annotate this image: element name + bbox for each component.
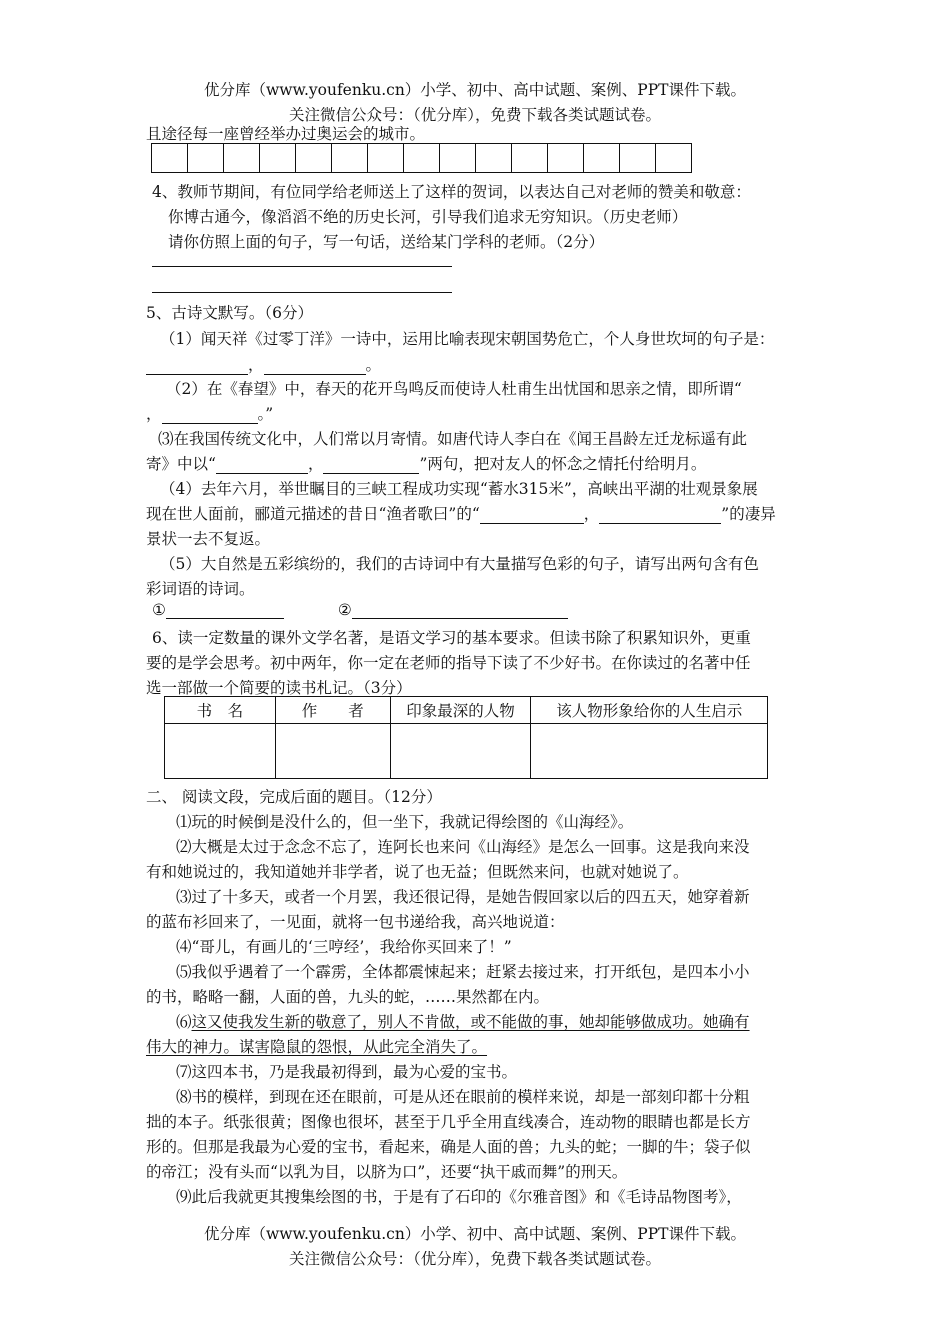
q5-part2-answer: ， 。” — [146, 405, 274, 423]
para-8-line-1: ⑻书的模样，到现在还在眼前，可是从还在眼前的模样来说，却是一部刻印都十分粗 — [176, 1088, 750, 1106]
q5-part1-answer: ， 。 — [146, 353, 381, 375]
table-header-book-title: 书 名 — [165, 697, 276, 724]
q5-part1: （1）闻天祥《过零丁洋》一诗中，运用比喻表现宋朝国势危亡，个人身世坎坷的句子是： — [160, 330, 775, 348]
q5-part5-blank-2[interactable] — [352, 602, 568, 619]
table-cell-author[interactable] — [275, 724, 390, 779]
q3-answer-grid[interactable] — [152, 143, 692, 173]
para-6-line-1: ⑹这又使我发生新的敬意了，别人不肯做，或不能做的事，她却能够做成功。她确有 — [176, 1013, 750, 1031]
para-3-line-2: 的蓝布衫回来了，一见面，就将一包书递给我，高兴地说道： — [146, 913, 565, 931]
grid-cell[interactable] — [511, 143, 548, 173]
grid-cell[interactable] — [331, 143, 368, 173]
para-1: ⑴玩的时候倒是没什么的，但一坐下，我就记得绘图的《山海经》。 — [176, 813, 634, 831]
q6-line-2: 要的是学会思考。初中两年，你一定在老师的指导下读了不少好书。在你读过的名著中任 — [146, 654, 751, 672]
q5-title: 5、古诗文默写。（6分） — [146, 304, 313, 322]
grid-cell[interactable] — [295, 143, 332, 173]
para-8-line-4: 的帝江；没有头而“以乳为目，以脐为口”，还要“执干戚而舞”的刑天。 — [146, 1163, 628, 1181]
q4-prompt: 请你仿照上面的句子，写一句话，送给某门学科的老师。（2分） — [168, 233, 605, 251]
para-4: ⑷“哥儿，有画儿的‘三哼经’，我给你买回来了！” — [176, 938, 512, 956]
grid-cell[interactable] — [223, 143, 260, 173]
footer-line-1: 优分库（www.youfenku.cn）小学、初中、高中试题、案例、PPT课件下载。 — [203, 1225, 747, 1243]
footer-line-2: 关注微信公众号：（优分库），免费下载各类试题试卷。 — [288, 1250, 661, 1268]
q5-part2: （2）在《春望》中，春天的花开鸟鸣反而使诗人杜甫生出忧国和思亲之情，即所谓“ — [166, 380, 742, 398]
table-row — [165, 724, 768, 779]
para-5-line-2: 的书，略略一翻，人面的兽，九头的蛇，……果然都在内。 — [146, 988, 550, 1006]
table-header-character: 印象最深的人物 — [390, 697, 531, 724]
grid-cell[interactable] — [475, 143, 512, 173]
q5-part5-line-2: 彩词语的诗词。 — [146, 580, 255, 598]
part2-title: 二、 阅读文段，完成后面的题目。（12分） — [146, 788, 442, 806]
q5-part2-blank[interactable] — [162, 407, 258, 424]
grid-cell[interactable] — [439, 143, 476, 173]
grid-cell[interactable] — [619, 143, 656, 173]
para-6-underlined-2: 伟大的神力。谋害隐鼠的怨恨，从此完全消失了。 — [146, 1038, 488, 1056]
q4-example: 你博古通今，像滔滔不绝的历史长河，引导我们追求无穷知识。（历史老师） — [168, 208, 688, 226]
header-line-1: 优分库（www.youfenku.cn）小学、初中、高中试题、案例、PPT课件下载。 — [203, 81, 747, 99]
grid-cell[interactable] — [187, 143, 224, 173]
table-header-inspiration: 该人物形象给你的人生启示 — [531, 697, 768, 724]
q5-part3-blank-2[interactable] — [323, 457, 419, 474]
table-cell-character[interactable] — [390, 724, 531, 779]
para-6-line-2 — [146, 1035, 487, 1057]
q5-part4-line-3: 景状一去不复返。 — [146, 530, 271, 548]
q5-part3-blank-1[interactable] — [216, 457, 308, 474]
q5-part5-answer: ① ② — [152, 601, 568, 619]
para-2-line-2: 有和她说过的，我知道她并非学者，说了也无益；但既然来问，也就对她说了。 — [146, 863, 689, 881]
para-9: ⑼此后我就更其搜集绘图的书，于是有了石印的《尔雅音图》和《毛诗品物图考》， — [176, 1188, 742, 1206]
q6-line-3: 选一部做一个简要的读书札记。（3分） — [146, 679, 412, 697]
grid-cell[interactable] — [547, 143, 584, 173]
table-header-author: 作 者 — [275, 697, 390, 724]
q4-title: 4、教师节期间，有位同学给老师送上了这样的贺词，以表达自己对老师的赞美和敬意： — [152, 183, 751, 201]
reading-notes-table — [164, 696, 768, 779]
para-8-line-2: 拙的本子。纸张很黄；图像也很坏，甚至于几乎全用直线凑合，连动物的眼睛也都是长方 — [146, 1113, 751, 1131]
q5-part4-blank-2[interactable] — [599, 507, 721, 524]
para-8-line-3: 形的。但那是我最为心爱的宝书，看起来，确是人面的兽；九头的蛇；一脚的牛；袋子似 — [146, 1138, 751, 1156]
q5-part4-line-1: （4）去年六月，举世瞩目的三峡工程成功实现“蓄水315米”，高峡出平湖的壮观景象展 — [160, 480, 758, 498]
table-cell-book-title[interactable] — [165, 724, 276, 779]
header-line-2: 关注微信公众号：（优分库），免费下载各类试题试卷。 — [288, 106, 661, 124]
q5-part4-blank-1[interactable] — [480, 507, 584, 524]
q5-part4-line-2: 现在世人面前，郦道元描述的昔日“渔者歌曰”的“ ， ”的凄异 — [146, 505, 776, 523]
grid-cell[interactable] — [583, 143, 620, 173]
para-3-line-1: ⑶过了十多天，或者一个月罢，我还很记得，是她告假回家以后的四五天，她穿着新 — [176, 888, 750, 906]
table-header-row — [165, 697, 768, 724]
q5-part1-blank-2[interactable] — [264, 358, 366, 375]
grid-cell[interactable] — [367, 143, 404, 173]
q5-part1-blank-1[interactable] — [146, 358, 248, 375]
para-6-underlined-1: 这又使我发生新的敬意了，别人不肯做，或不能做的事，她却能够做成功。她确有 — [191, 1013, 750, 1031]
q5-part5-line-1: （5）大自然是五彩缤纷的，我们的古诗词中有大量描写色彩的句子，请写出两句含有色 — [160, 555, 759, 573]
q4-answer-line-1[interactable] — [152, 266, 452, 267]
grid-cell[interactable] — [655, 143, 692, 173]
q5-part3-line-2: 寄》中以“ ， ”两句，把对友人的怀念之情托付给明月。 — [146, 455, 707, 473]
table-cell-inspiration[interactable] — [531, 724, 768, 779]
para-2-line-1: ⑵大概是太过于念念不忘了，连阿长也来问《山海经》是怎么一回事。这是我向来没 — [176, 838, 750, 856]
q6-line-1: 6、读一定数量的课外文学名著，是语文学习的基本要求。但读书除了积累知识外，更重 — [152, 629, 751, 647]
grid-cell[interactable] — [403, 143, 440, 173]
q5-part5-blank-1[interactable] — [166, 602, 284, 619]
grid-cell[interactable] — [259, 143, 296, 173]
grid-cell[interactable] — [151, 143, 188, 173]
q4-answer-line-2[interactable] — [152, 292, 452, 293]
para-5-line-1: ⑸我似乎遇着了一个霹雳，全体都震悚起来；赶紧去接过来，打开纸包，是四本小小 — [176, 963, 750, 981]
q5-part3-line-1: ⑶在我国传统文化中，人们常以月寄情。如唐代诗人李白在《闻王昌龄左迁龙标遥有此 — [158, 430, 748, 448]
q3-tail-text: 且途径每一座曾经举办过奥运会的城市。 — [146, 125, 426, 143]
para-7: ⑺这四本书，乃是我最初得到，最为心爱的宝书。 — [176, 1063, 518, 1081]
